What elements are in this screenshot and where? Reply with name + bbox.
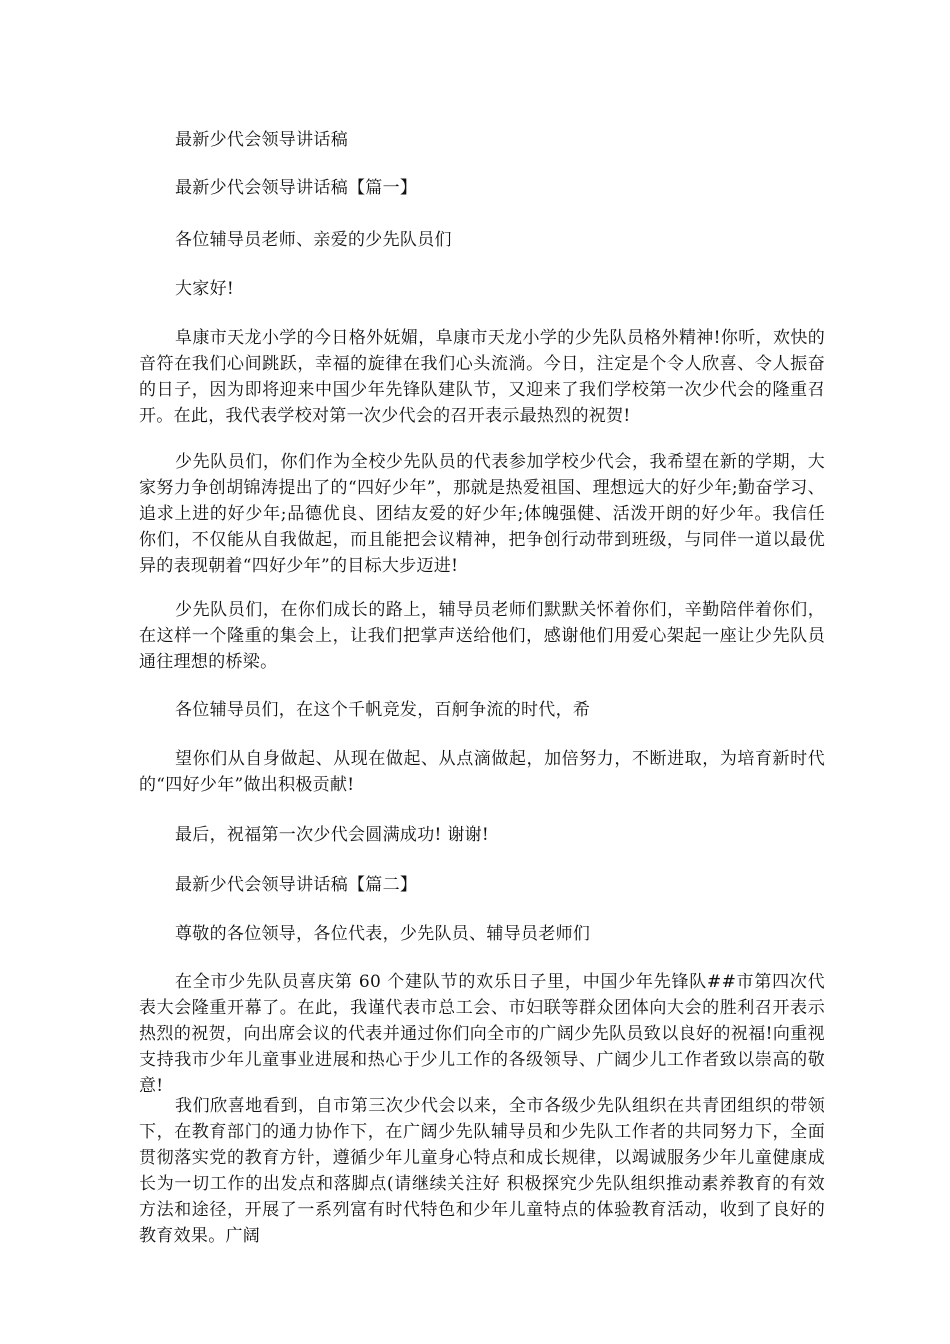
body-paragraph: 阜康市天龙小学的今日格外妩媚，阜康市天龙小学的少先队员格外精神!你听，欢快的音符在我们心间跳跃，幸福的旋律在我们心头流淌。今日，注定是个令人欣喜、令人振奋的日子，因为即将迎来中国少年先锋队建队节，又迎来了我们学校第一次少代会的隆重召开。在此，我代表学校对第一次少代会的召开表示最热烈的祝贺! [139,328,825,426]
greeting: 大家好! [175,279,235,299]
body-paragraph: 各位辅导员们，在这个千帆竞发，百舸争流的时代，希 [175,700,591,720]
section-heading: 最新少代会领导讲话稿【篇一】 [175,178,418,198]
body-paragraph: 少先队员们，在你们成长的路上，辅导员老师们默默关怀着你们，辛勤陪伴着你们，在这样一个隆重的集会上，让我们把掌声送给他们，感谢他们用爱心架起一座让少先队员通往理想的桥梁。 [139,600,825,672]
salutation: 尊敬的各位领导，各位代表，少先队员、辅导员老师们 [175,924,591,944]
document-title: 最新少代会领导讲话稿 [175,130,348,150]
body-paragraph: 少先队员们，你们作为全校少先队员的代表参加学校少代会，我希望在新的学期，大家努力争创胡锦涛提出了的“四好少年”，那就是热爱祖国、理想远大的好少年;勤奋学习、追求上进的好少年;品德优良、团结友爱的好少年;体魄强健、活泼开朗的好少年。我信任你们，不仅能从自我做起，而且能把会议精神，把争创行动带到班级，与同伴一道以最优异的表现朝着“四好少年”的目标大步迈进! [139,452,825,576]
section-heading: 最新少代会领导讲话稿【篇二】 [175,875,418,895]
body-paragraph: 在全市少先队员喜庆第 60 个建队节的欢乐日子里，中国少年先锋队##市第四次代表大会隆重开幕了。在此，我谨代表市总工会、市妇联等群众团体向大会的胜利召开表示热烈的祝贺，向出席会议的代表并通过你们向全市的广阔少先队员致以良好的祝福!向重视支持我市少年儿童事业进展和热心于少儿工作的各级领导、广阔少儿工作者致以崇高的敬意! [139,972,825,1096]
closing-line: 最后，祝福第一次少代会圆满成功! 谢谢! [175,825,490,845]
body-paragraph: 望你们从自身做起、从现在做起、从点滴做起，加倍努力，不断进取，为培育新时代的“四好少年”做出积极贡献! [139,749,825,795]
body-paragraph: 我们欣喜地看到，自市第三次少代会以来，全市各级少先队组织在共青团组织的带领下，在教育部门的通力协作下，在广阔少先队辅导员和少先队工作者的共同努力下，全面贯彻落实党的教育方针，遵循少年儿童身心特点和成长规律，以竭诚服务少年儿童健康成长为一切工作的出发点和落脚点(请继续关注好 积极探究少先队组织推动素养教育的有效方法和途径，开展了一系列富有时代特色和少年儿童特点的体验教育活动，收到了良好的教育效果。广阔 [139,1096,825,1246]
salutation: 各位辅导员老师、亲爱的少先队员们 [175,230,452,250]
